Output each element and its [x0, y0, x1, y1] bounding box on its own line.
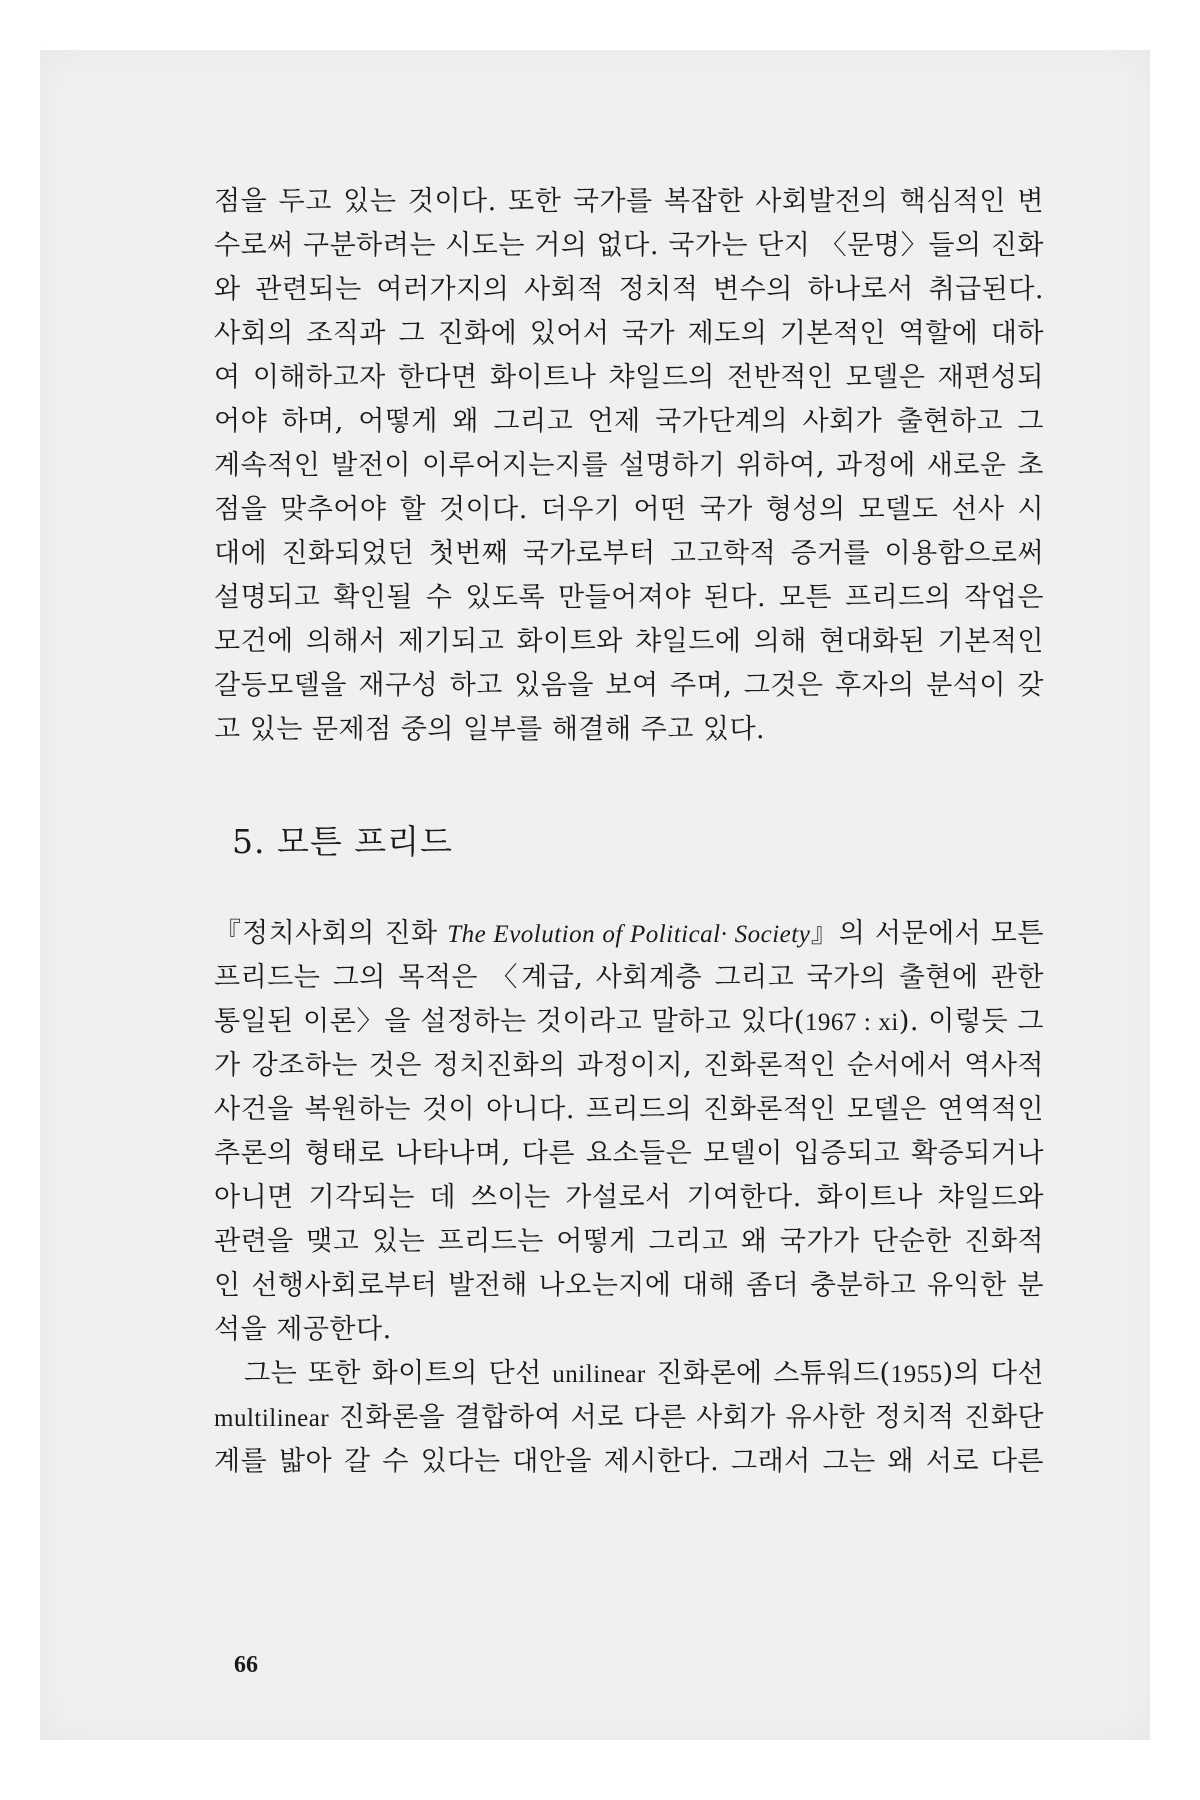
- english-term: multilinear: [214, 1405, 330, 1432]
- text-line: 사회의 조직과 그 진화에 있어서 국가 제도의 기본적인 역할에 대하: [214, 318, 1044, 349]
- text-line: 프리드는 그의 목적은 〈계급, 사회계층 그리고 국가의 출현에 관한: [214, 962, 1044, 993]
- text-line: 점을 맞추어야 할 것이다. 더우기 어떤 국가 형성의 모델도 선사 시: [214, 494, 1044, 525]
- text-span: 『정치사회의 진화: [214, 918, 448, 949]
- section-heading: 5. 모튼 프리드: [232, 822, 453, 861]
- text-line: 와 관련되는 여러가지의 사회적 정치적 변수의 하나로서 취급된다.: [214, 274, 1044, 305]
- text-line: 설명되고 확인될 수 있도록 만들어져야 된다. 모튼 프리드의 작업은: [214, 582, 1044, 613]
- text-span: ). 이렇듯 그: [898, 1006, 1044, 1037]
- text-span: 통일된 이론〉을 설정하는 것이라고 말하고 있다(: [214, 1006, 805, 1037]
- text-line: 계를 밟아 갈 수 있다는 대안을 제시한다. 그래서 그는 왜 서로 다른: [214, 1446, 1044, 1477]
- text-line: 모건에 의해서 제기되고 화이트와 챠일드에 의해 현대화된 기본적인: [214, 626, 1044, 657]
- text-line: 추론의 형태로 나타나며, 다른 요소들은 모델이 입증되고 확증되거나: [214, 1138, 1044, 1169]
- citation: 1955: [890, 1361, 943, 1388]
- text-line: 고 있는 문제점 중의 일부를 해결해 주고 있다.: [214, 714, 766, 745]
- text-line: 관련을 맺고 있는 프리드는 어떻게 그리고 왜 국가가 단순한 진화적: [214, 1226, 1044, 1257]
- text-line: 여 이해하고자 한다면 화이트나 챠일드의 전반적인 모델은 재편성되: [214, 362, 1044, 393]
- paragraph-1: [214, 180, 1044, 752]
- english-term: unilinear: [552, 1361, 646, 1388]
- text-line: 사건을 복원하는 것이 아니다. 프리드의 진화론적인 모델은 연역적인: [214, 1094, 1044, 1125]
- text-line: 점을 두고 있는 것이다. 또한 국가를 복잡한 사회발전의 핵심적인 변: [214, 186, 1044, 217]
- text-line: [214, 1352, 1044, 1396]
- paragraph-2: [214, 912, 1044, 1484]
- text-span: )의 다선: [942, 1358, 1044, 1389]
- text-line: [214, 1000, 1044, 1044]
- text-span: 그는 또한 화이트의 단선: [244, 1358, 553, 1389]
- book-title: The Evolution of Political· Society: [447, 921, 811, 948]
- text-line: 아니면 기각되는 데 쓰이는 가설로서 기여한다. 화이트나 챠일드와: [214, 1182, 1044, 1213]
- text-line: 석을 제공한다.: [214, 1314, 392, 1345]
- text-line: [214, 912, 1044, 956]
- text-line: 가 강조하는 것은 정치진화의 과정이지, 진화론적인 순서에서 역사적: [214, 1050, 1044, 1081]
- text-line: 어야 하며, 어떻게 왜 그리고 언제 국가단계의 사회가 출현하고 그: [214, 406, 1044, 437]
- text-line: 갈등모델을 재구성 하고 있음을 보여 주며, 그것은 후자의 분석이 갖: [214, 670, 1044, 701]
- text-line: 수로써 구분하려는 시도는 거의 없다. 국가는 단지 〈문명〉들의 진화: [214, 230, 1044, 261]
- text-line: 대에 진화되었던 첫번째 국가로부터 고고학적 증거를 이용함으로써: [214, 538, 1044, 569]
- text-line: [214, 1396, 1044, 1440]
- citation: 1967 : xi: [804, 1009, 899, 1036]
- page-number: 66: [234, 1652, 258, 1678]
- text-line: 인 선행사회로부터 발전해 나오는지에 대해 좀더 충분하고 유익한 분: [214, 1270, 1044, 1301]
- text-span: 진화론에 스튜워드(: [645, 1358, 891, 1389]
- text-span: 』의 서문에서 모튼: [810, 918, 1044, 949]
- text-span: 진화론을 결합하여 서로 다른 사회가 유사한 정치적 진화단: [329, 1402, 1044, 1433]
- text-line: 계속적인 발전이 이루어지는지를 설명하기 위하여, 과정에 새로운 초: [214, 450, 1044, 481]
